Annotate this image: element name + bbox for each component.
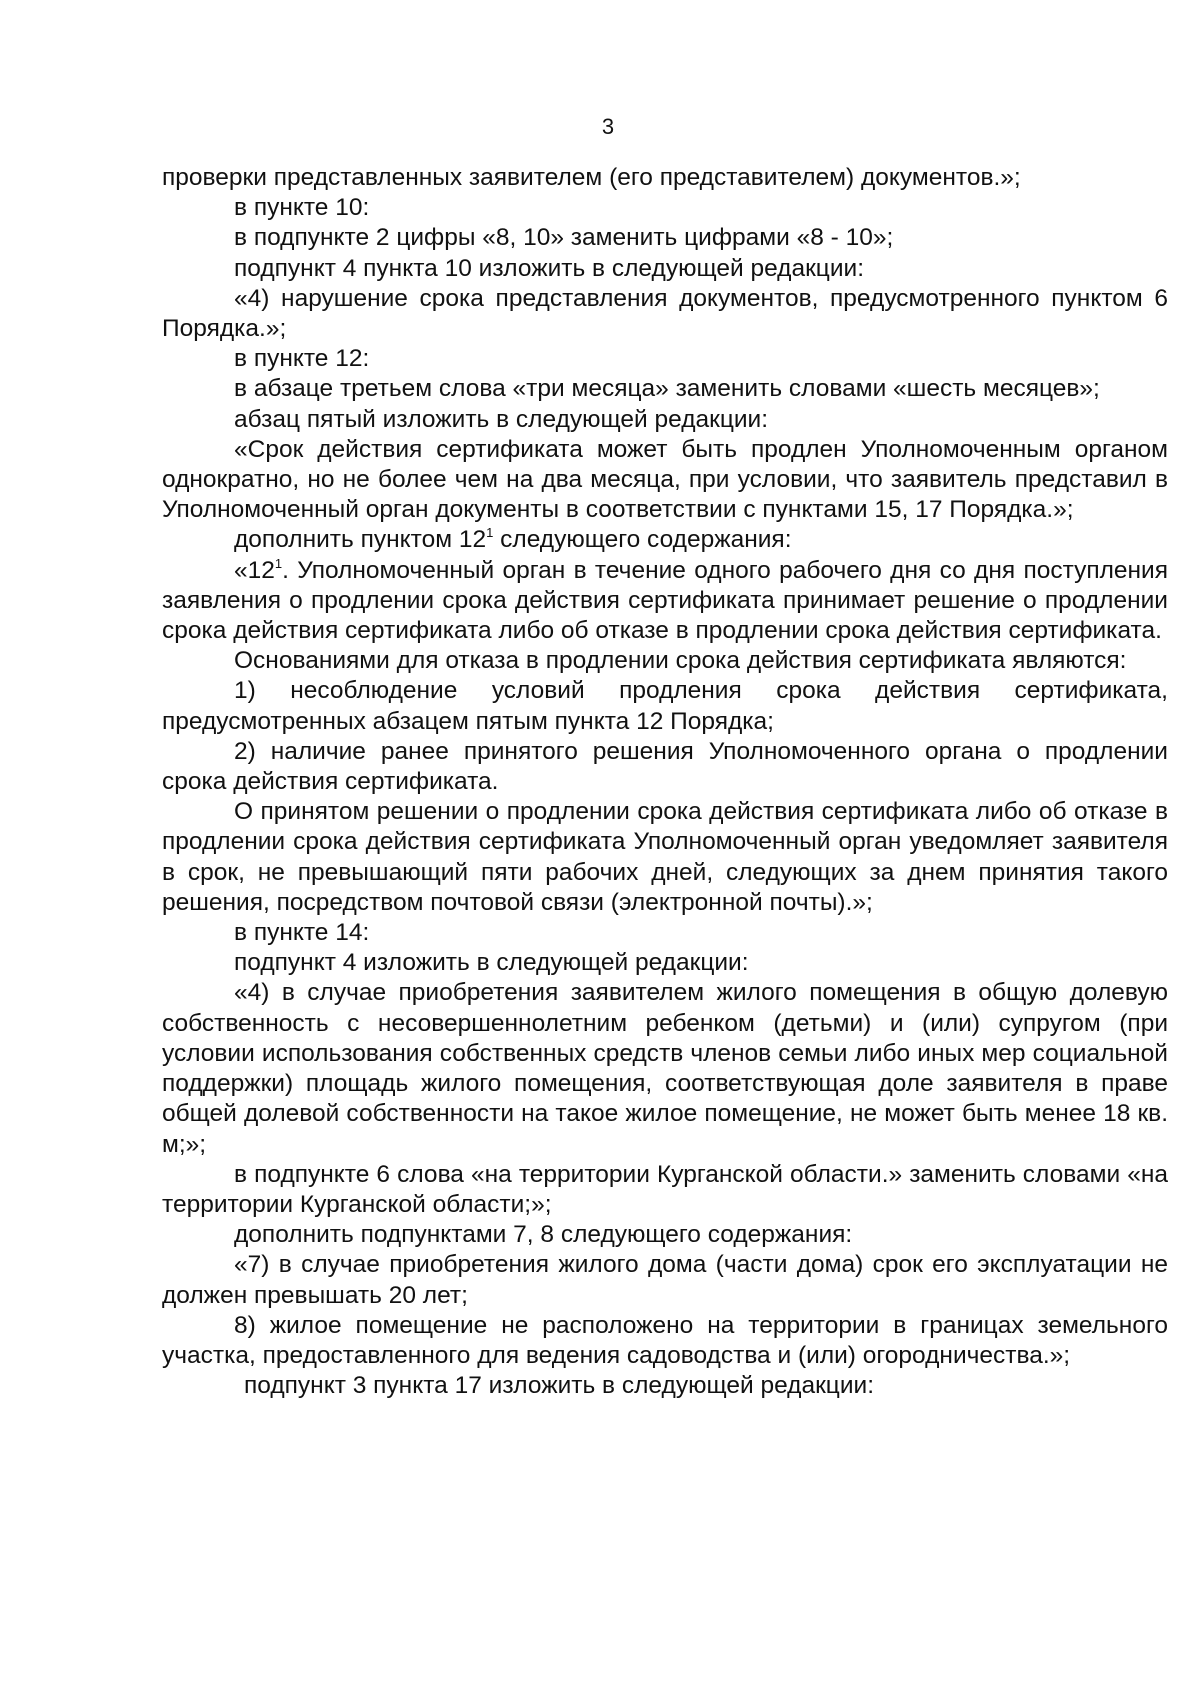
- paragraph: подпункт 3 пункта 17 изложить в следующей редакции:: [244, 1372, 875, 1400]
- superscript: 1: [274, 555, 283, 571]
- paragraph: подпункт 4 изложить в следующей редакции:: [234, 949, 749, 977]
- paragraph: дополнить подпунктами 7, 8 следующего содержания:: [234, 1221, 853, 1249]
- text-segment: следующего содержания:: [493, 526, 792, 554]
- text-segment: . Уполномоченный орган в течение одного рабочего дня со дня поступления заявления о продлении срока действия сертификата принимает решение о продлении срока действия сертификата либо об отказе в продлении срока действия сертификата.: [162, 556, 1168, 645]
- paragraph: 1) несоблюдение условий продления срока действия сертификата, предусмотренных абзацем пятым пункта 12 Порядка;: [162, 677, 1168, 735]
- paragraph: О принятом решении о продлении срока действия сертификата либо об отказе в продлении срока действия сертификата Уполномоченный орган уведомляет заявителя в срок, не превышающий пяти рабочих дней, следующих за днем принятия такого решения, посредством почтовой связи (электронной почты).»;: [162, 798, 1168, 916]
- paragraph: в подпункте 2 цифры «8, 10» заменить цифрами «8 - 10»;: [234, 224, 894, 252]
- paragraph: проверки представленных заявителем (его представителем) документов.»;: [162, 164, 1021, 191]
- document-body: [162, 163, 1168, 1401]
- paragraph: «4) нарушение срока представления документов, предусмотренного пунктом 6 Порядка.»;: [162, 284, 1168, 343]
- paragraph: Основаниями для отказа в продлении срока действия сертификата являются:: [234, 647, 1127, 675]
- paragraph: в пункте 12:: [234, 345, 370, 373]
- paragraph: в пункте 10:: [234, 194, 370, 222]
- page-number: 3: [601, 114, 615, 139]
- paragraph: «Срок действия сертификата может быть продлен Уполномоченным органом однократно, но не более чем на два месяца, при условии, что заявитель представил в Уполномоченный орган документы в соответствии с пунктами 15, 17 Порядка.»;: [162, 435, 1168, 524]
- paragraph: в подпункте 6 слова «на территории Курганской области.» заменить словами «на территории Курганской области;»;: [162, 1160, 1168, 1218]
- paragraph: в пункте 14:: [234, 919, 370, 947]
- paragraph: подпункт 4 пункта 10 изложить в следующей редакции:: [234, 254, 865, 282]
- paragraph-with-superscript: [162, 525, 1168, 555]
- paragraph: «7) в случае приобретения жилого дома (части дома) срок его эксплуатации не должен превышать 20 лет;: [162, 1251, 1168, 1309]
- paragraph: 2) наличие ранее принятого решения Уполномоченного органа о продлении срока действия сертификата.: [162, 737, 1168, 796]
- paragraph: абзац пятый изложить в следующей редакции:: [234, 405, 769, 433]
- text-segment: дополнить пунктом 12: [234, 526, 487, 554]
- paragraph: 8) жилое помещение не расположено на территории в границах земельного участка, предоставленного для ведения садоводства и (или) огородничества.»;: [162, 1311, 1168, 1369]
- paragraph: «4) в случае приобретения заявителем жилого помещения в общую долевую собственность с несовершеннолетним ребенком (детьми) и (или) супругом (при условии использования собственных средств членов семьи либо иных мер социальной поддержки) площадь жилого помещения, соответствующая доле заявителя в праве общей долевой собственности на такое жилое помещение, не может быть менее 18 кв. м;»;: [162, 979, 1168, 1158]
- superscript: 1: [486, 525, 494, 541]
- text-segment: «12: [234, 556, 275, 584]
- paragraph-with-superscript: [162, 556, 1168, 647]
- paragraph: в абзаце третьем слова «три месяца» заменить словами «шесть месяцев»;: [234, 375, 1100, 403]
